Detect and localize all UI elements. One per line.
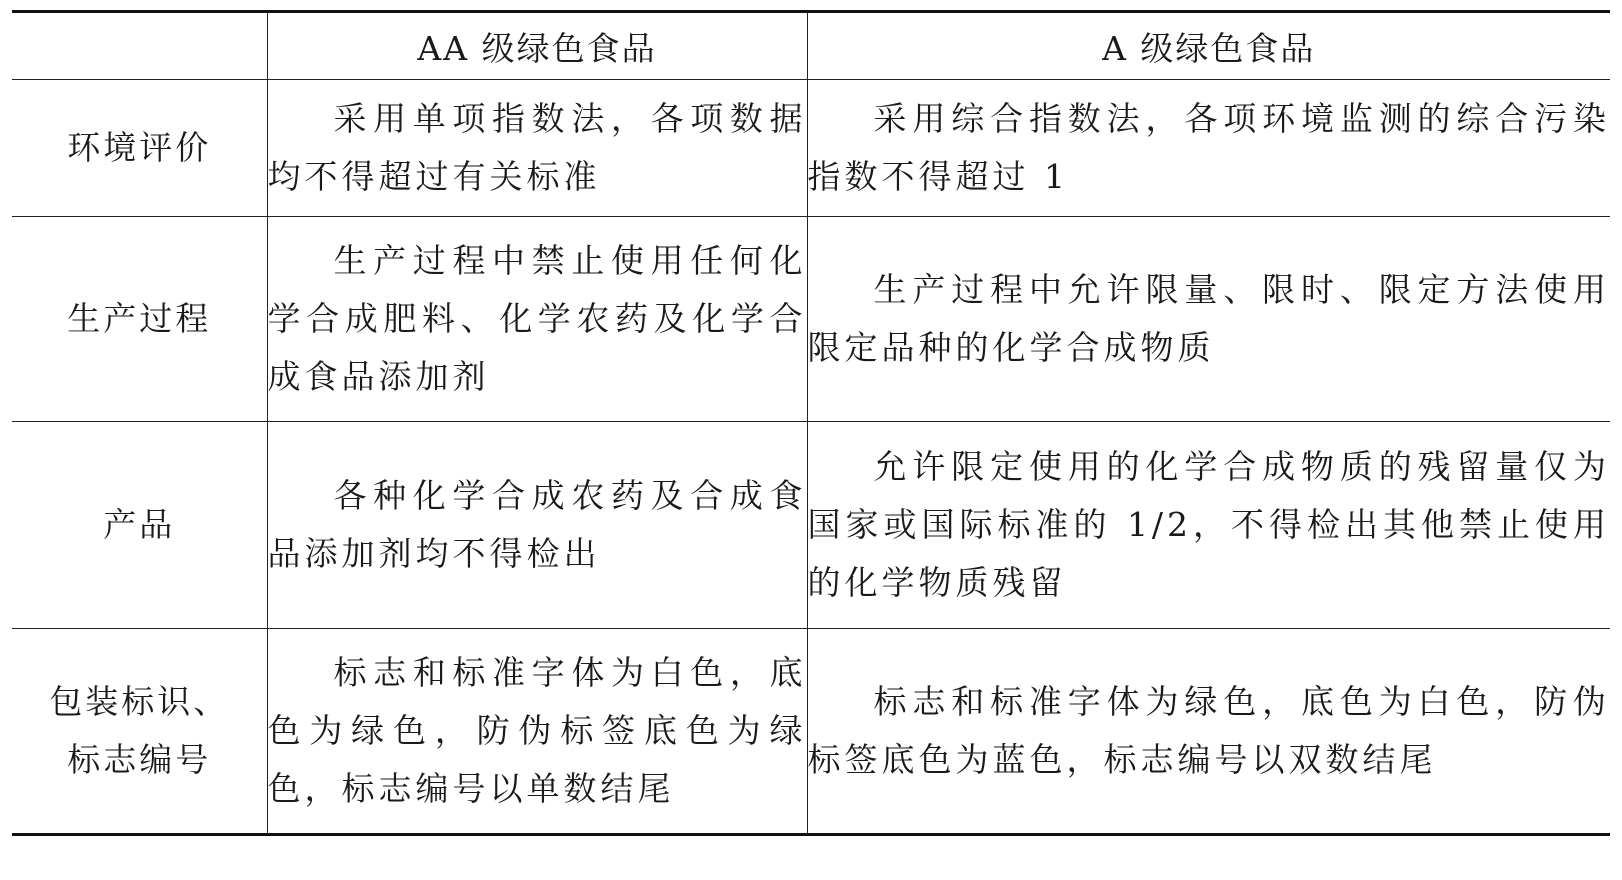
cell-text: 允许限定使用的化学合成物质的残留量仅为国家或国际标准的 1/2，不得检出其他禁止使用的化学物质残留: [807, 447, 1610, 602]
cell-text: 采用综合指数法，各项环境监测的综合污染指数不得超过 1: [807, 99, 1610, 196]
cell-a-packaging: [807, 629, 1610, 835]
cell-text: 生产过程中允许限量、限时、限定方法使用限定品种的化学合成物质: [807, 270, 1610, 367]
row-label-packaging-text: 包装标识、标志编号: [49, 682, 230, 779]
row-label-packaging: [12, 629, 267, 835]
cell-a-product: [807, 422, 1610, 629]
green-food-comparison-table: [12, 10, 1610, 836]
cell-aa-product: [267, 422, 807, 629]
cell-aa-environment: [267, 80, 807, 217]
cell-text: 标志和标准字体为绿色，底色为白色，防伪标签底色为蓝色，标志编号以双数结尾: [807, 682, 1610, 779]
cell-aa-packaging: [267, 629, 807, 835]
cell-text: 标志和标准字体为白色，底色为绿色，防伪标签底色为绿色，标志编号以单数结尾: [267, 653, 807, 808]
cell-text: 生产过程中禁止使用任何化学合成肥料、化学农药及化学合成食品添加剂: [267, 241, 807, 396]
row-label-product: 产品: [12, 422, 267, 629]
cell-text: 各种化学合成农药及合成食品添加剂均不得检出: [267, 476, 807, 573]
header-aa-grade: AA 级绿色食品: [267, 12, 807, 80]
header-blank-cell: [12, 12, 267, 80]
table-row: [12, 629, 1610, 835]
cell-a-environment: [807, 80, 1610, 217]
table-row: [12, 217, 1610, 422]
table-row: [12, 80, 1610, 217]
header-a-grade: A 级绿色食品: [807, 12, 1610, 80]
row-label-production: 生产过程: [12, 217, 267, 422]
cell-aa-production: [267, 217, 807, 422]
table-row: [12, 422, 1610, 629]
cell-a-production: [807, 217, 1610, 422]
cell-text: 采用单项指数法，各项数据均不得超过有关标准: [267, 99, 807, 196]
table-header-row: [12, 12, 1610, 80]
row-label-environment: 环境评价: [12, 80, 267, 217]
